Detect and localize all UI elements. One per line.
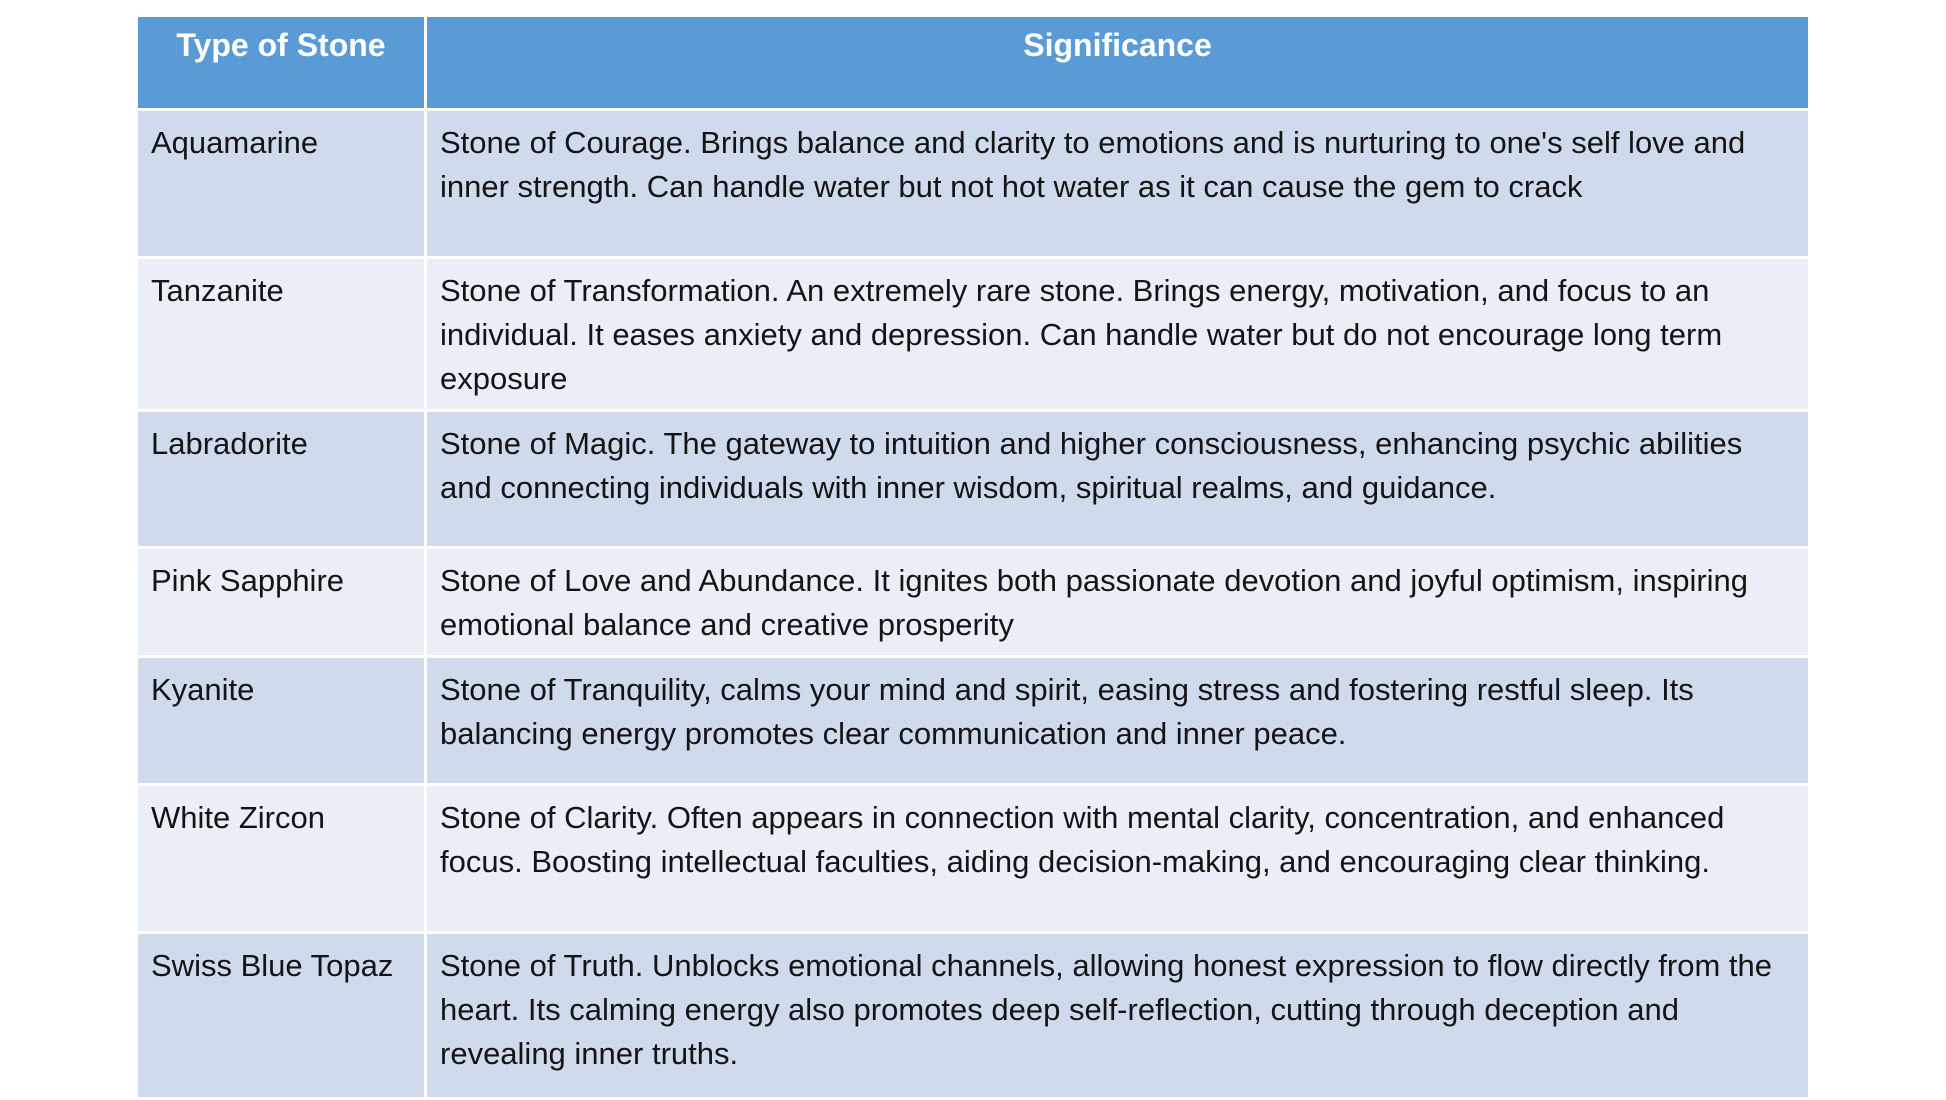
stone-name-cell: Labradorite	[137, 411, 426, 548]
significance-cell: Stone of Magic. The gateway to intuition and higher consciousness, enhancing psychic abilities and connecting individuals with inner wisdom, spiritual realms, and guidance.	[426, 411, 1810, 548]
significance-cell: Stone of Courage. Brings balance and clarity to emotions and is nurturing to one's self love and inner strength. Can handle water but not hot water as it can cause the gem to crack	[426, 110, 1810, 258]
significance-cell: Stone of Clarity. Often appears in connection with mental clarity, concentration, and enhanced focus. Boosting intellectual faculties, aiding decision-making, and encouraging clear thinking.	[426, 785, 1810, 933]
stone-name-cell: Pink Sapphire	[137, 548, 426, 657]
significance-cell: Stone of Love and Abundance. It ignites both passionate devotion and joyful optimism, inspiring emotional balance and creative prosperity	[426, 548, 1810, 657]
table-row	[137, 411, 1810, 548]
significance-cell: Stone of Truth. Unblocks emotional channels, allowing honest expression to flow directly from the heart. Its calming energy also promotes deep self-reflection, cutting through deception and revealing inner truths.	[426, 933, 1810, 1099]
significance-cell: Stone of Tranquility, calms your mind and spirit, easing stress and fostering restful sleep. Its balancing energy promotes clear communication and inner peace.	[426, 657, 1810, 785]
header-significance: Significance	[426, 16, 1810, 110]
stone-name-cell: Tanzanite	[137, 258, 426, 411]
table-row	[137, 548, 1810, 657]
stone-name-cell: Swiss Blue Topaz	[137, 933, 426, 1099]
stone-name-cell: Kyanite	[137, 657, 426, 785]
stone-name-cell: White Zircon	[137, 785, 426, 933]
table-header-row	[137, 16, 1810, 110]
table-row	[137, 258, 1810, 411]
header-type-of-stone: Type of Stone	[137, 16, 426, 110]
significance-cell: Stone of Transformation. An extremely rare stone. Brings energy, motivation, and focus to an individual. It eases anxiety and depression. Can handle water but do not encourage long term exposure	[426, 258, 1810, 411]
stone-name-cell: Aquamarine	[137, 110, 426, 258]
table-row	[137, 110, 1810, 258]
stone-significance-table	[135, 14, 1811, 1100]
table-row	[137, 785, 1810, 933]
table-row	[137, 657, 1810, 785]
stone-table-container	[135, 14, 1808, 1100]
table-row	[137, 933, 1810, 1099]
